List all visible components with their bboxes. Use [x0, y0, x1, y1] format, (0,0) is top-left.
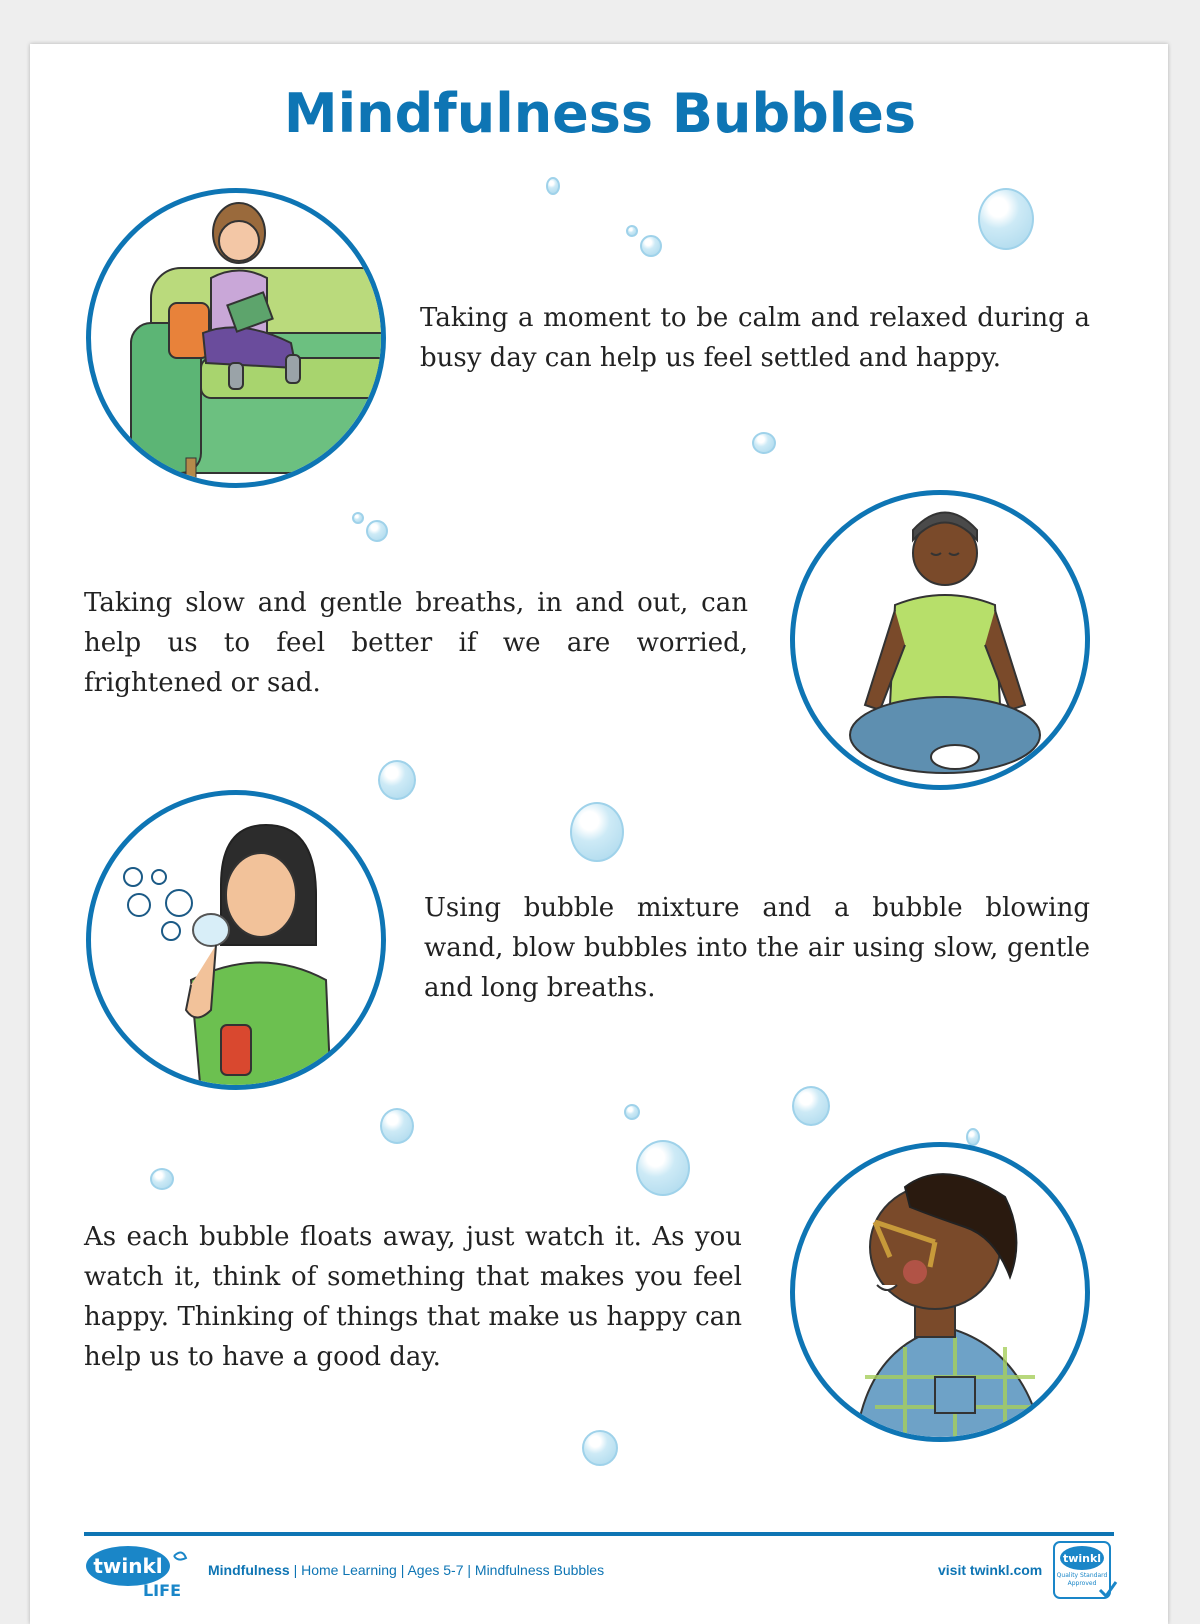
badge-sub-text: Quality Standard Approved	[1056, 1572, 1108, 1587]
paragraph-4: As each bubble floats away, just watch it. As you watch it, think of something that makes you feel happy. Thinking of things that make us happy can help us to have a good day.	[84, 1222, 742, 1372]
bubble	[378, 760, 416, 800]
footer-breadcrumb	[208, 1562, 604, 1578]
logo-text: twinkl	[93, 1554, 163, 1578]
illustration-girl-reading	[86, 188, 386, 488]
bubble	[966, 1128, 980, 1146]
bubble	[792, 1086, 830, 1126]
logo-sub-text: LIFE	[142, 1581, 182, 1600]
bubble	[640, 235, 662, 257]
illustration-boy-meditating	[790, 490, 1090, 790]
bubble	[366, 520, 388, 542]
badge-text: twinkl	[1062, 1552, 1102, 1565]
bubble	[570, 802, 624, 862]
bubble	[582, 1430, 618, 1466]
page-title: Mindfulness Bubbles	[283, 82, 917, 145]
bubble	[978, 188, 1034, 250]
bubble	[352, 512, 364, 524]
bubble	[626, 225, 638, 237]
quality-badge-icon	[1052, 1540, 1118, 1600]
paragraph-2: Taking slow and gentle breaths, in and out, can help us to feel better if we are worried, frightened or sad.	[84, 588, 748, 698]
paragraph-3: Using bubble mixture and a bubble blowing wand, blow bubbles into the air using slow, gentle and long breaths.	[424, 893, 1090, 1003]
bubble	[636, 1140, 690, 1196]
footer-divider	[84, 1532, 1114, 1536]
illustration-boy-looking-up	[790, 1142, 1090, 1442]
visit-link[interactable]: visit twinkl.com	[938, 1562, 1043, 1578]
bubble	[752, 432, 776, 454]
footer-subject: Mindfulness	[208, 1562, 290, 1578]
bubble	[546, 177, 560, 195]
bubble	[380, 1108, 414, 1144]
illustration-child-blowing-bubbles	[86, 790, 386, 1090]
footer-path: | Home Learning | Ages 5-7 | Mindfulness Bubbles	[293, 1562, 605, 1578]
bubble	[624, 1104, 640, 1120]
twinkl-life-logo	[84, 1544, 194, 1600]
paragraph-1: Taking a moment to be calm and relaxed during a busy day can help us feel settled and happy.	[420, 303, 1090, 373]
bubble	[150, 1168, 174, 1190]
